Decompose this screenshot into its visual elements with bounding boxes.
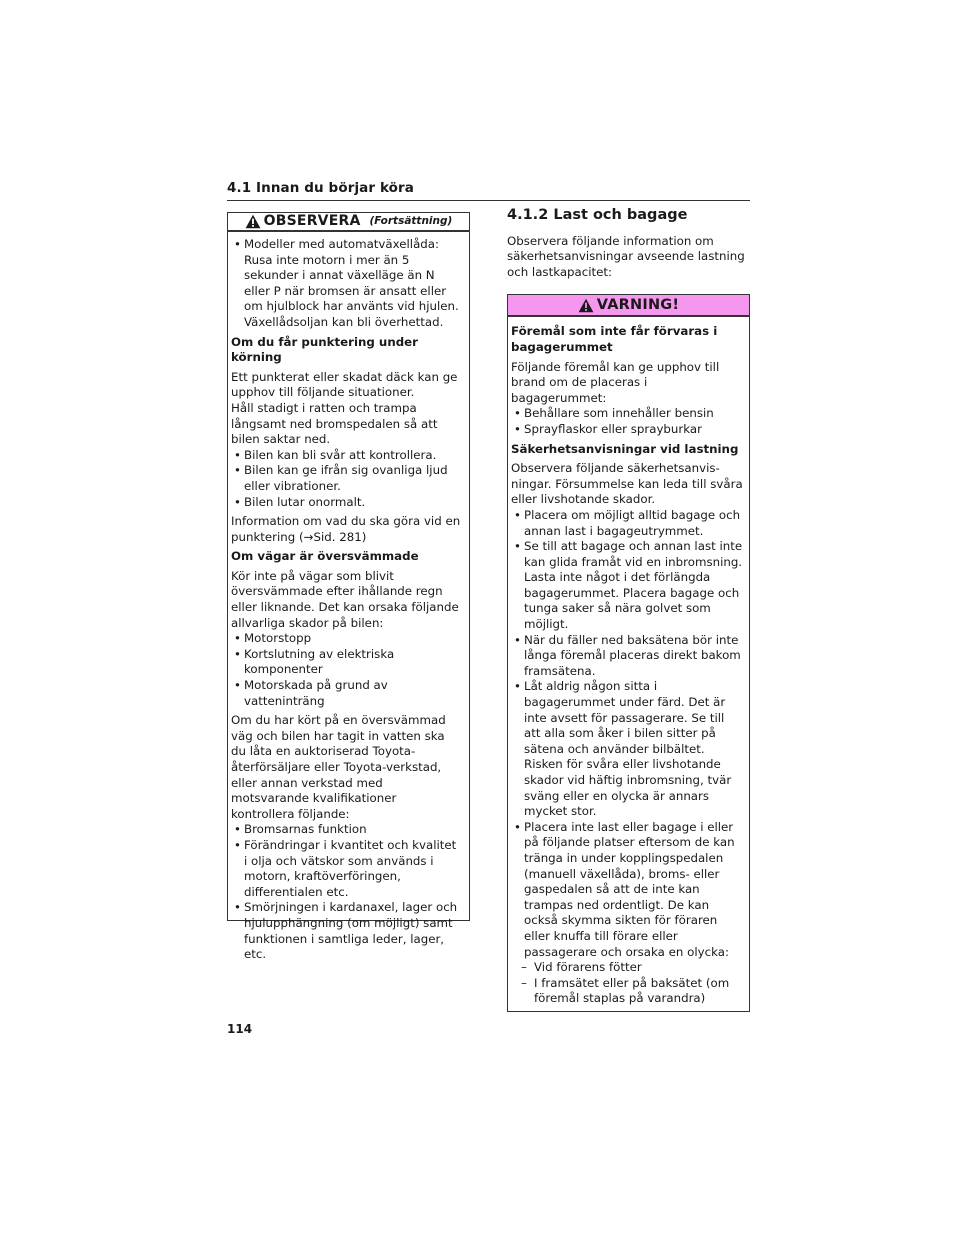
list-item: • Smörjningen i kardanaxel, lager och hjulupphängning (om möjligt) samt funktionen i samtliga leder, lager, etc. (231, 900, 463, 962)
forbidden-items-list (511, 406, 743, 437)
subheading-foremal: Föremål som inte får förvaras i bagagerummet (511, 324, 718, 354)
list-item: • Bilen kan ge ifrån sig ovanliga ljud eller vibrationer. (231, 463, 463, 494)
list-item: • Förändringar i kvantitet och kvalitet i olja och vätskor som används i motorn, kraftöverföringen, differentialen etc. (231, 838, 463, 900)
continued-label: (Fortsättning) (369, 214, 453, 227)
intro-paragraph: Observera följande information om säkerhetsanvisningar avseende lastning och lastkapacitet: (507, 233, 745, 279)
list-item: • Placera inte last eller bagage i eller på följande platser eftersom de kan tränga in under kopplingspedalen (manuell växellåda), broms- eller gaspedalen så att de inte kan trampas ned ordentligt. De kan också skymma sikten för föraren eller knuffa till förare eller passagerare och orsaka en olycka: (511, 820, 743, 960)
list-item: • Låt aldrig någon sitta i bagagerummet under färd. Det är inte avsett för passagerare. Se till att alla som åker i bilen sitter på sätena och använder bilbältet. Risken för svåra eller livshotande skador vid häftig inbromsning, tvär sväng eller en olycka är annars mycket stor. (511, 679, 743, 819)
list-item: • Bilen lutar onormalt. (231, 495, 463, 511)
section-title: 4.1.2 Last och bagage (507, 207, 688, 223)
list-item: • Se till att bagage och annan last inte kan glida framåt vid en inbromsning. Lasta inte något i det förlängda bagagerummet. Placera bagage och tunga saker så nära golvet som möjligt. (511, 539, 743, 633)
observera-body (228, 232, 469, 963)
subheading-oversvammade: Om vägar är översvämmade (231, 549, 419, 564)
list-item: • Motorskada på grund av vatteninträng (231, 678, 463, 709)
observera-box (227, 212, 470, 962)
list-item: • När du fäller ned baksätena bör inte långa föremål placeras direkt bakom framsätena. (511, 633, 743, 680)
observera-header (228, 213, 469, 232)
damage-bullet-list (231, 631, 463, 709)
paragraph: Ett punkterat eller skadat däck kan ge upphov till följande situationer. (231, 369, 458, 400)
varning-title: VARNING! (596, 296, 680, 313)
list-item: • Sprayflaskor eller sprayburkar (511, 422, 743, 438)
intro-bullet-list (231, 237, 463, 331)
punktering-bullet-list (231, 448, 463, 510)
right-column (507, 208, 750, 1012)
warning-triangle-icon (245, 214, 261, 229)
header-divider (227, 200, 750, 201)
paragraph: Observera följande säkerhetsanvis-ningar. Försummelse kan leda till svåra eller livshotande skador. (511, 461, 743, 507)
subheading-lastning: Säkerhetsanvisningar vid lastning (511, 441, 739, 456)
list-item: • Behållare som innehåller bensin (511, 406, 743, 422)
varning-header (508, 295, 749, 317)
check-bullet-list (231, 822, 463, 962)
placement-dash-list (521, 960, 743, 1007)
paragraph: Kör inte på vägar som blivit översvämmade efter ihållande regn eller liknande. Det kan orsaka följande allvarliga skador på bilen: (231, 568, 459, 630)
list-item: – I framsätet eller på baksätet (om föremål staplas på varandra) (521, 976, 743, 1007)
list-item: • Placera om möjligt alltid bagage och annan last i bagageutrymmet. (511, 508, 743, 539)
list-item: • Kortslutning av elektriska komponenter (231, 647, 463, 678)
page-reference-text: Information om vad du ska göra vid en punktering (→Sid. 281) (231, 514, 461, 544)
list-item: • Modeller med automatväxellåda: Rusa inte motorn i mer än 5 sekunder i annat växelläge än N eller P när bromsen är ansatt eller om hjulblock har använts vid hjulen. Växellådsoljan kan bli överhettad. (231, 237, 463, 331)
chapter-title: 4.1 Innan du börjar köra (227, 180, 415, 196)
warning-triangle-icon (578, 298, 594, 313)
paragraph: Om du har kört på en översvämmad väg och bilen har tagit in vatten ska du låta en auktoriserad Toyota-återförsäljare eller Toyota-verkstad, eller annan verkstad med motsvarande kvalifikationer kontrollera följande: (231, 713, 446, 821)
varning-body (508, 317, 749, 1011)
loading-rules-list (511, 508, 743, 960)
page-header (227, 180, 750, 201)
paragraph: Följande föremål kan ge upphov till brand om de placeras i bagagerummet: (511, 359, 720, 405)
list-item: • Bromsarnas funktion (231, 822, 463, 838)
page-number: 114 (227, 1022, 253, 1036)
list-item: – Vid förarens fötter (521, 960, 743, 976)
list-item: • Bilen kan bli svår att kontrollera. (231, 448, 463, 464)
list-item: • Motorstopp (231, 631, 463, 647)
varning-box (507, 294, 750, 1012)
subheading-punktering: Om du får punktering under körning (231, 334, 418, 365)
paragraph: Håll stadigt i ratten och trampa långsamt ned bromspedalen så att bilen saktar ned. (231, 400, 438, 447)
observera-title: OBSERVERA (263, 212, 361, 229)
